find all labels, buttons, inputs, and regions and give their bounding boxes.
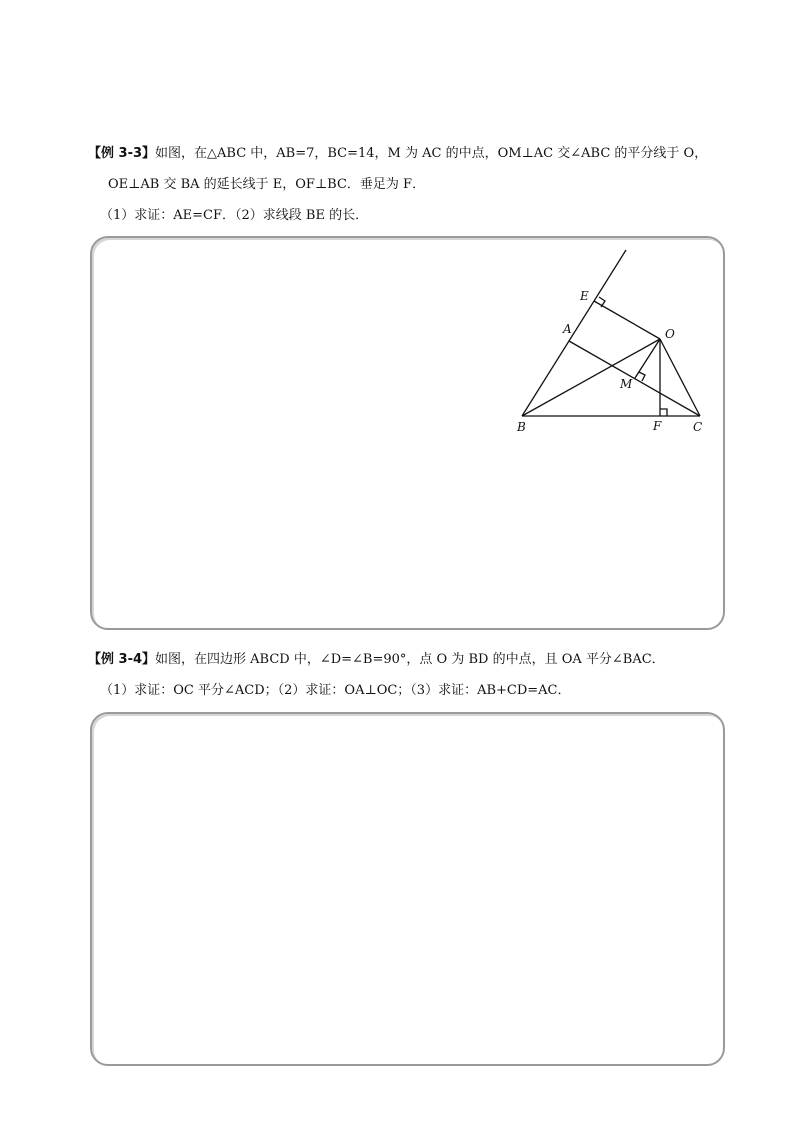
example-3-4-tag: 【例 3-4】 [88, 652, 156, 667]
label-b: B [517, 420, 526, 434]
answer-box-3-4[interactable] [90, 712, 725, 1066]
label-c: C [693, 420, 703, 434]
label-o: O [665, 327, 675, 341]
label-a: A [563, 322, 572, 336]
line-ba-extended [522, 250, 626, 416]
example-3-3-statement-2: OE⊥AB 交 BA 的延长线于 E，OF⊥BC．垂足为 F． [108, 177, 426, 192]
segment-bo [522, 339, 660, 416]
example-3-3-statement-1: 如图，在△ABC 中，AB=7，BC=14，M 为 AC 的中点，OM⊥AC 交∠ABC 的平分线于 O， [155, 146, 708, 161]
example-3-3-tag: 【例 3-3】 [88, 146, 156, 161]
label-e: E [580, 289, 589, 303]
right-angle-f [660, 409, 667, 416]
example-3-4-line1 [88, 651, 665, 669]
right-angle-e [599, 297, 605, 307]
segment-om [635, 339, 660, 378]
example-3-4-questions: （1）求证：OC 平分∠ACD；（2）求证：OA⊥OC；（3）求证：AB+CD=AC． [100, 683, 571, 698]
segment-oe [594, 301, 660, 339]
label-f: F [653, 419, 662, 433]
example-3-4-statement-1: 如图，在四边形 ABCD 中，∠D=∠B=90°，点 O 为 BD 的中点，且 OA 平分∠BAC． [155, 652, 665, 667]
example-3-3-questions: （1）求证：AE=CF．（2）求线段 BE 的长． [100, 208, 369, 223]
right-angle-m [639, 372, 645, 381]
label-m: M [620, 377, 633, 391]
